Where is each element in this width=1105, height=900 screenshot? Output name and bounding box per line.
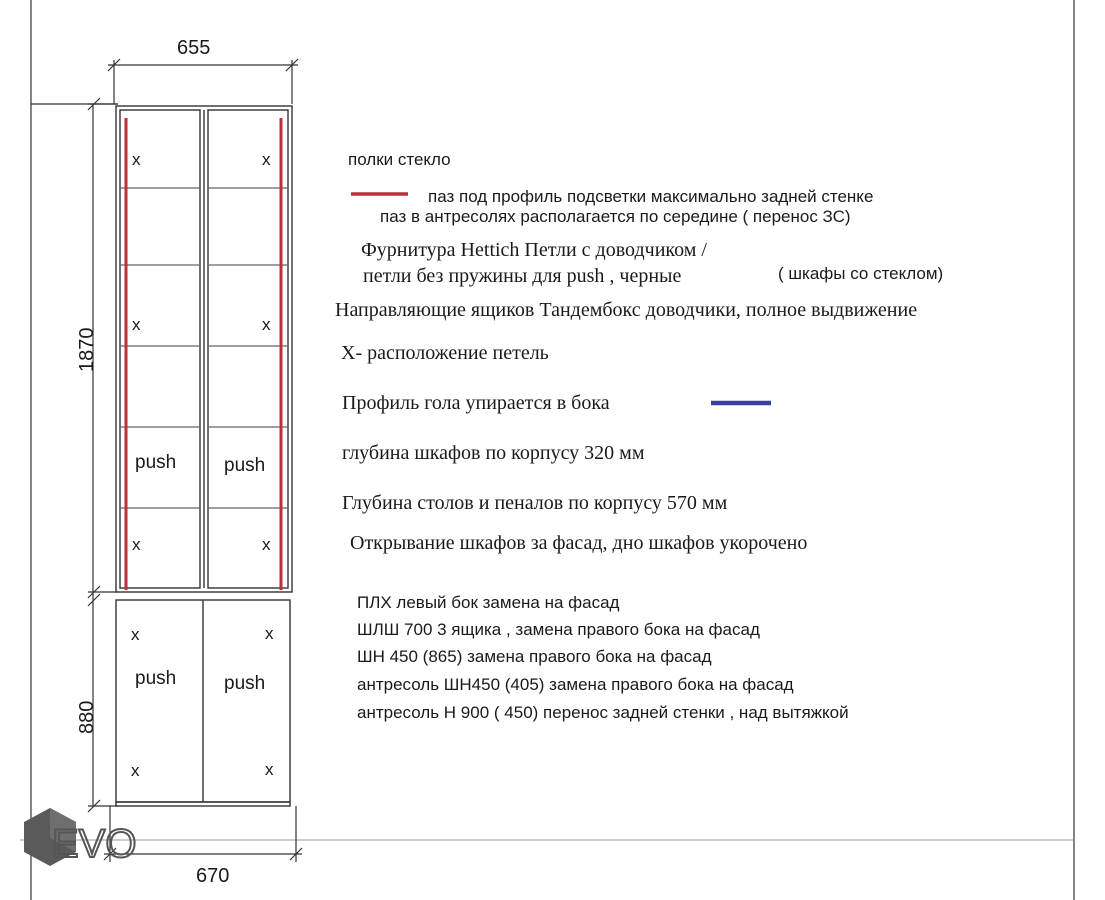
groove-note-line2: паз в антресолях располагается по середине ( перенос ЗС) [380, 207, 851, 226]
hinge-mark: x [262, 535, 271, 554]
list-item: антресоль Н 900 ( 450) перенос задней стенки , над вытяжкой [357, 703, 849, 722]
hinge-mark: x [132, 150, 141, 169]
hinge-mark: x [132, 535, 141, 554]
glass-shelves-note: полки стекло [348, 150, 451, 169]
gola-profile-note: Профиль гола упирается в бока [342, 392, 610, 414]
hardware-glass-note: ( шкафы со стеклом) [778, 264, 944, 283]
upper-cabinet [116, 106, 292, 592]
evo-logo [24, 808, 136, 866]
hardware-note-line1: Фурнитура Hettich Петли с доводчиком / [361, 239, 707, 261]
list-item: ШН 450 (865) замена правого бока на фасад [357, 647, 712, 666]
logo-text: EVO [52, 822, 137, 866]
top-dimension [108, 59, 298, 104]
lower-height-label: 880 [76, 700, 98, 734]
push-mark: push [224, 455, 266, 476]
hinge-mark: x [262, 315, 271, 334]
opening-note: Открывание шкафов за фасад, дно шкафов укорочено [350, 532, 808, 554]
hinge-mark: x [265, 624, 274, 643]
hinge-mark: x [131, 625, 140, 644]
hinge-mark: x [265, 760, 274, 779]
push-mark: push [224, 673, 266, 694]
hinge-mark: x [262, 150, 271, 169]
groove-note-line1: паз под профиль подсветки максимально задней стенке [428, 187, 874, 206]
hinge-mark: x [132, 315, 141, 334]
hinge-mark: x [131, 761, 140, 780]
bottom-width-label: 670 [196, 865, 230, 887]
cabinet-depth-note: глубина шкафов по корпусу 320 мм [342, 442, 645, 464]
lower-cabinet [116, 600, 290, 806]
table-depth-note: Глубина столов и пеналов по корпусу 570 мм [342, 492, 728, 514]
hinge-position-note: Х- расположение петель [341, 342, 549, 364]
push-mark: push [135, 452, 177, 473]
hardware-note-line2: петли без пружины для push , черные [363, 265, 682, 287]
upper-height-label: 1870 [76, 327, 98, 372]
top-width-label: 655 [177, 37, 211, 59]
list-item: ПЛХ левый бок замена на фасад [357, 593, 620, 612]
drawer-guides-note: Направляющие ящиков Тандембокс доводчики, полное выдвижение [335, 299, 918, 321]
list-item: ШЛШ 700 3 ящика , замена правого бока на фасад [357, 620, 760, 639]
list-item: антресоль ШН450 (405) замена правого бока на фасад [357, 675, 794, 694]
push-mark: push [135, 668, 177, 689]
